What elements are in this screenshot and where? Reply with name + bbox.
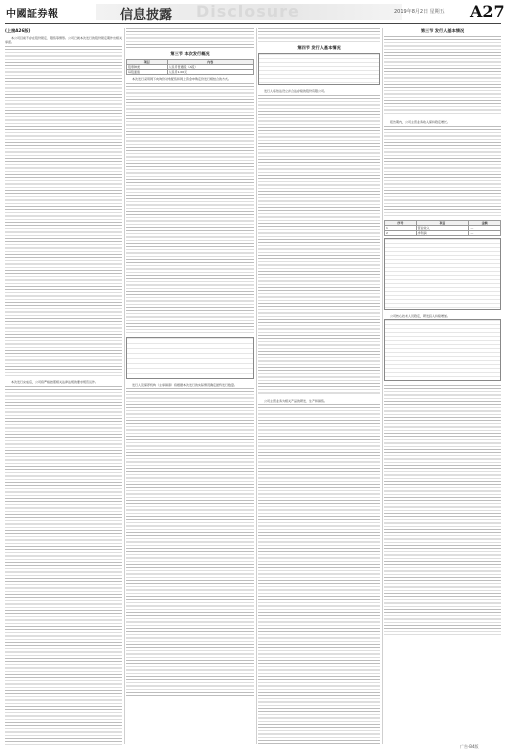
section-title: 信息披露 [120,8,173,23]
table-row [127,70,254,75]
paragraph: 发行人及保荐机构（主承销商）将根据本次发行的实际情况确定最终发行数量。 [132,382,238,387]
paragraph: 报告期内，公司主营业务收入保持稳定增长。 [390,120,451,124]
column-divider [256,28,257,744]
table-header: 序号 [385,220,417,225]
column-divider [124,28,125,744]
issue-date: 2019年8月2日 星期五 [394,9,445,15]
text-block [258,404,380,744]
paragraph: 本公司目前不存在股份锁定、限售等情形。公司已就本次发行的股份锁定期作出相关承诺。 [5,36,123,45]
text-block [258,28,380,42]
table-cell: 净利润 [416,230,469,235]
text-block [384,126,501,216]
table-cell: — [469,230,501,235]
table-cell: 股票种类 [127,65,168,70]
text-block [5,46,122,376]
page-number: A27 [470,2,505,21]
article-column-2 [126,28,254,744]
text-block [258,95,380,395]
header-rule [5,23,501,24]
article-column-3 [258,28,380,744]
table-cell: — [469,225,501,230]
data-table-figure [384,238,501,310]
text-block [126,388,254,698]
text-block [126,28,254,48]
section-title-en: Disclosure [196,2,300,21]
table-cell: 人民币1.00元 [167,70,254,75]
page-header [0,0,506,24]
table-header: 内容 [167,60,254,65]
table-header: 项目 [127,60,168,65]
footer-code: 广告·B4版 [460,744,479,749]
text-block [384,385,501,635]
paragraph: 本次发行采用网下向询价对象配售和网上资金申购定价发行相结合的方式。 [132,77,232,81]
section-heading: 第三节 发行人基本情况 [420,28,465,33]
table-cell: 2 [385,230,417,235]
section-heading: 第四节 发行人基本情况 [297,45,341,50]
text-block [384,36,501,116]
newspaper-brand: 中國証券報 [6,9,59,20]
table-cell: 营业收入 [416,225,469,230]
table-header: 金额 [469,220,501,225]
data-table-figure [258,53,380,85]
paragraph: 发行人系依法设立并合法存续的股份有限公司。 [264,89,328,93]
article-continuation-heading: (上接A26版) [5,28,31,33]
text-block [5,386,122,746]
table-cell: 人民币普通股（A股） [167,65,254,70]
financial-table [384,220,501,236]
table-header: 项目 [416,220,469,225]
paragraph: 公司主营业务为相关产品的研发、生产和销售。 [264,398,328,403]
article-column-4 [384,28,501,744]
data-table-figure [126,337,254,379]
section-heading: 第三节 本次发行概况 [170,51,210,56]
paragraph: 公司核心技术人员稳定，研发投入持续增加。 [390,313,451,318]
text-block [126,83,254,333]
article-column-1 [5,28,122,744]
table-header-row [385,220,501,225]
paragraph: 本次发行完成后，公司将严格按照相关法律法规的要求规范运作。 [11,379,99,384]
data-table-figure [384,319,501,381]
table-cell: 每股面值 [127,70,168,75]
column-divider [382,28,383,744]
table-cell: 1 [385,225,417,230]
offering-table [126,59,254,75]
table-row [385,230,501,235]
